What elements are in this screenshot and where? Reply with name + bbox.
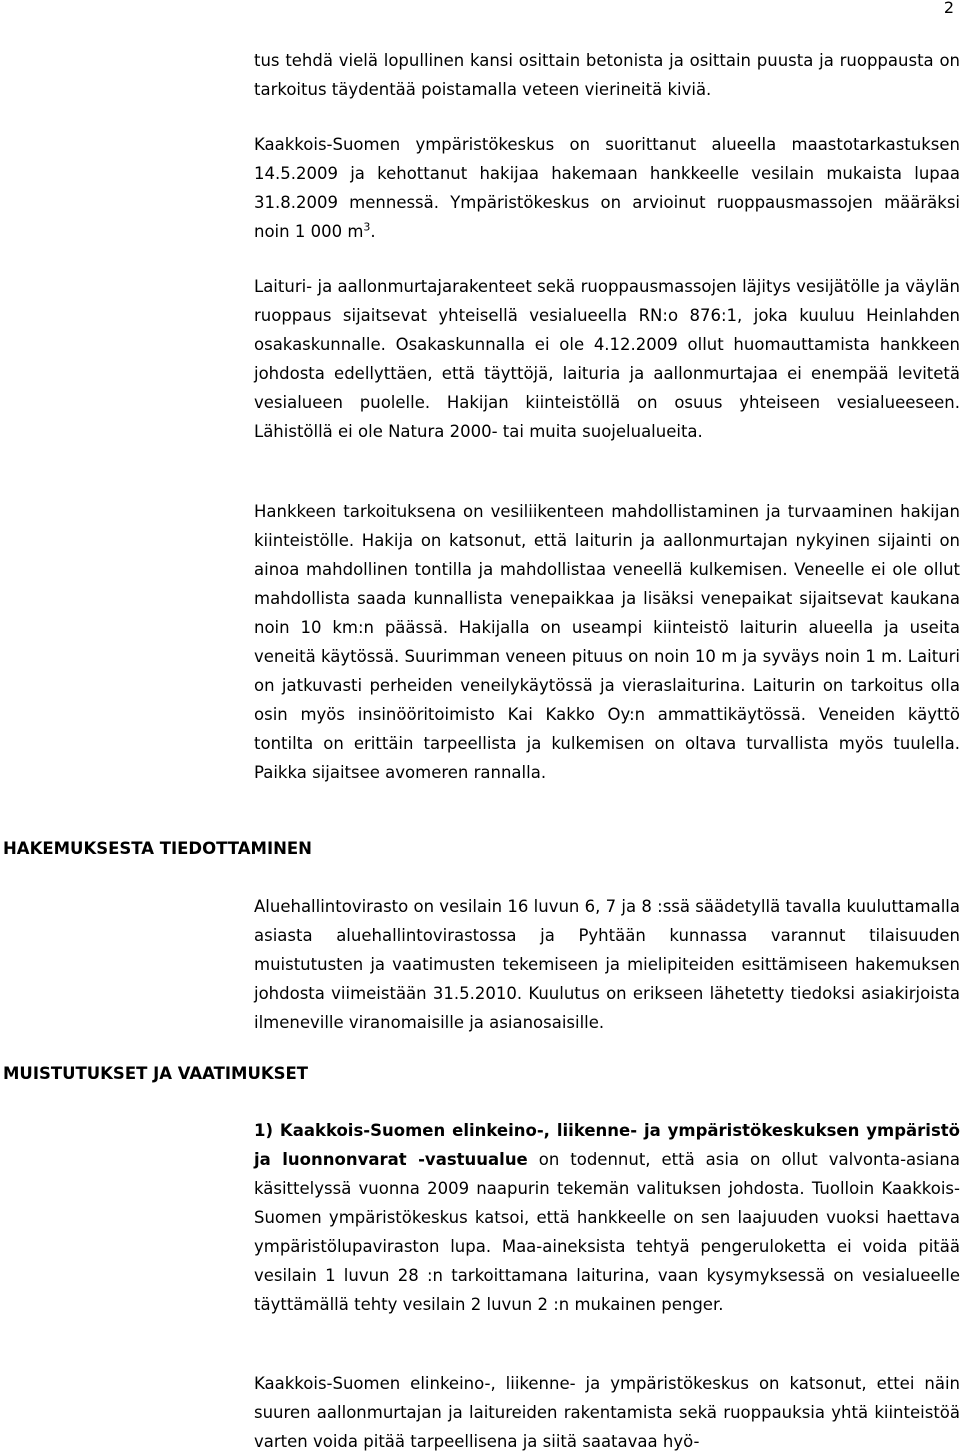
paragraph-ely-statement: [254, 1116, 960, 1319]
paragraph-text-rest: on todennut, että asia on ollut valvonta-asiana käsittelyssä vuonna 2009 naapurin tekemän valituksen johdosta. Tuolloin Kaakkois-Suomen ympäristökeskus katsoi, että hankkeelle on sen laajuuden vuoksi haettava ympäristölupaviraston lupa. Maa-aineksista tehtyä pengerulokettа ei voida pitää vesilain 1 luvun 28 :n tarkoittamana laiturina, vaan kysymyksessä on vesialueelle täyttämällä tehty vesilain 2 luvun 2 :n mukainen penger.: [254, 1150, 960, 1314]
paragraph-text: [254, 130, 960, 246]
paragraph-text: Kaakkois-Suomen elinkeino-, liikenne- ja ympäristökeskus on katsonut, ettei näin suuren aallonmurtajan ja laitureiden rakentamista sekä ruoppauksia yhtä kiinteistöä varten voida pitää tarpeellisena ja siitä saatavaa hyö-: [254, 1374, 960, 1451]
paragraph-text: [254, 1116, 960, 1319]
paragraph-structures: [254, 272, 960, 446]
paragraph-text: tus tehdä vielä lopullinen kansi osittain betonista ja osittain puusta ja ruoppausta on tarkoitus täydentää poistamalla veteen vierineitä kiviä.: [254, 51, 960, 99]
paragraph-cover-dredging: [254, 46, 960, 104]
paragraph-text-main: Kaakkois-Suomen ympäristökeskus on suorittanut alueella maastotarkastuksen 14.5.2009 ja kehottanut hakijaa hakemaan hankkeelle vesilain mukaista lupaa 31.8.2009 mennessä. Ympäristökeskus on arvioinut ruoppausmassojen määräksi noin 1 000 m: [254, 135, 960, 241]
paragraph-text-end: .: [370, 222, 376, 241]
heading-notification: HAKEMUKSESTA TIEDOTTAMINEN: [3, 839, 312, 858]
paragraph-announcement: [254, 892, 960, 1037]
heading-objections: MUISTUTUKSET JA VAATIMUKSET: [3, 1064, 309, 1083]
page-number: 2: [943, 0, 954, 17]
paragraph-bold-lead: 1) Kaakkois-Suomen elinkeino-, liikenne- ja ympäristökeskuksen ympäristö ja luonnonvarat -vastuualue: [254, 1121, 960, 1169]
paragraph-purpose: [254, 497, 960, 787]
paragraph-inspection: [254, 130, 960, 246]
superscript-exponent: 3: [363, 220, 371, 234]
paragraph-text: Laituri- ja aallonmurtajarakenteet sekä ruoppausmassojen läjitys vesijätölle ja väylän ruoppaus sijaitsevat yhteisellä vesialueella RN:o 876:1, joka kuuluu Heinlahden osakaskunnalle. Osakaskunnalla ei ole 4.12.2009 ollut huomauttamista hankkeen johdosta edellyttäen, että täyttöjä, laituria ja aallonmurtajaa ei enempää levitetä vesialueen puolelle. Hakijan kiinteistöllä on osuus yhteiseen vesialueeseen. Lähistöllä ei ole Natura 2000- tai muita suojelualueita.: [254, 277, 960, 441]
paragraph-ely-conclusion: [254, 1369, 960, 1456]
paragraph-text: Hankkeen tarkoituksena on vesiliikenteen mahdollistaminen ja turvaaminen hakijan kiinteistölle. Hakija on katsonut, että laiturin ja aallonmurtajan nykyinen sijainti on ainoa mahdollinen tontilla ja mahdollistaa veneellä kulkemisen. Veneelle ei ole ollut mahdollista saada kunnallista venepaikkaa ja lisäksi venepaikat sijaitsevat kaukana noin 10 km:n päässä. Hakijalla on useampi kiinteistö laiturin alueella ja useita veneitä käytössä. Suurimman veneen pituus on noin 10 m ja syväys noin 1 m. Laituri on jatkuvasti perheiden veneilykäytössä ja vieraslaiturina. Laiturin on tarkoitus olla osin myös insinööritoimisto Kai Kakko Oy:n ammattikäytössä. Veneiden käyttö tontilta on erittäin tarpeellista ja kulkemisen on oltava turvallista myös tuulella. Paikka sijaitsee avomeren rannalla.: [254, 502, 960, 782]
paragraph-text: Aluehallintovirasto on vesilain 16 luvun 6, 7 ja 8 :ssä säädetyllä tavalla kuuluttamalla asiasta aluehallintovirastossa ja Pyhtään kunnassa varannut tilaisuuden muistutusten ja vaatimusten tekemiseen ja mielipiteiden esittämiseen hakemuksen johdosta viimeistään 31.5.2010. Kuulutus on erikseen lähetetty tiedoksi asiakirjoista ilmeneville viranomaisille ja asianosaisille.: [254, 897, 960, 1032]
